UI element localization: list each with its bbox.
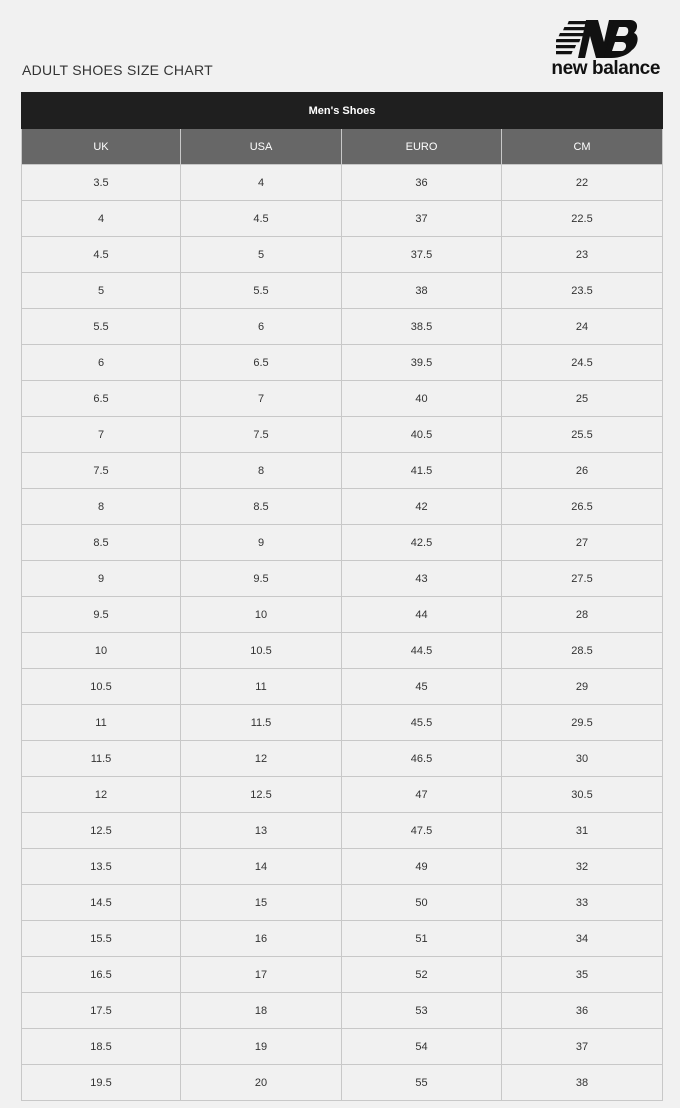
cell-euro: 55 <box>342 1065 502 1101</box>
cell-uk: 12.5 <box>22 813 181 849</box>
cell-euro: 52 <box>342 957 502 993</box>
cell-usa: 6 <box>181 309 342 345</box>
table-row <box>22 849 663 885</box>
table-body <box>22 165 663 1101</box>
cell-cm: 35 <box>502 957 663 993</box>
cell-cm: 33 <box>502 885 663 921</box>
table-row <box>22 237 663 273</box>
cell-uk: 10 <box>22 633 181 669</box>
table-row <box>22 165 663 201</box>
cell-uk: 3.5 <box>22 165 181 201</box>
table-row <box>22 921 663 957</box>
size-chart-table <box>21 92 663 1101</box>
cell-usa: 17 <box>181 957 342 993</box>
cell-euro: 41.5 <box>342 453 502 489</box>
cell-euro: 37 <box>342 201 502 237</box>
table-row <box>22 345 663 381</box>
cell-usa: 9.5 <box>181 561 342 597</box>
cell-cm: 24.5 <box>502 345 663 381</box>
cell-uk: 11.5 <box>22 741 181 777</box>
cell-cm: 27.5 <box>502 561 663 597</box>
table-row <box>22 633 663 669</box>
cell-cm: 37 <box>502 1029 663 1065</box>
cell-euro: 45.5 <box>342 705 502 741</box>
cell-usa: 10 <box>181 597 342 633</box>
cell-usa: 7.5 <box>181 417 342 453</box>
table-row <box>22 381 663 417</box>
cell-uk: 8 <box>22 489 181 525</box>
cell-usa: 5 <box>181 237 342 273</box>
column-header-uk: UK <box>22 129 181 165</box>
cell-euro: 42 <box>342 489 502 525</box>
cell-euro: 36 <box>342 165 502 201</box>
table-row <box>22 453 663 489</box>
table-row <box>22 1029 663 1065</box>
cell-uk: 10.5 <box>22 669 181 705</box>
cell-usa: 12.5 <box>181 777 342 813</box>
table-row <box>22 669 663 705</box>
cell-cm: 28 <box>502 597 663 633</box>
cell-cm: 24 <box>502 309 663 345</box>
cell-euro: 54 <box>342 1029 502 1065</box>
table-row <box>22 993 663 1029</box>
cell-uk: 7.5 <box>22 453 181 489</box>
cell-uk: 4 <box>22 201 181 237</box>
column-header-usa: USA <box>181 129 342 165</box>
table-row <box>22 309 663 345</box>
cell-euro: 38 <box>342 273 502 309</box>
cell-euro: 43 <box>342 561 502 597</box>
table-row <box>22 957 663 993</box>
cell-uk: 4.5 <box>22 237 181 273</box>
cell-euro: 42.5 <box>342 525 502 561</box>
cell-usa: 12 <box>181 741 342 777</box>
cell-uk: 9 <box>22 561 181 597</box>
cell-usa: 9 <box>181 525 342 561</box>
cell-uk: 16.5 <box>22 957 181 993</box>
cell-cm: 29.5 <box>502 705 663 741</box>
cell-cm: 25.5 <box>502 417 663 453</box>
cell-cm: 25 <box>502 381 663 417</box>
cell-usa: 4.5 <box>181 201 342 237</box>
cell-cm: 28.5 <box>502 633 663 669</box>
table-row <box>22 561 663 597</box>
column-header-cm: CM <box>502 129 663 165</box>
cell-cm: 22 <box>502 165 663 201</box>
table-row <box>22 741 663 777</box>
cell-uk: 11 <box>22 705 181 741</box>
table-row <box>22 201 663 237</box>
page-title: ADULT SHOES SIZE CHART <box>22 62 213 78</box>
table-caption: Men's Shoes <box>22 93 663 129</box>
cell-usa: 8.5 <box>181 489 342 525</box>
cell-uk: 18.5 <box>22 1029 181 1065</box>
column-header-euro: EURO <box>342 129 502 165</box>
cell-uk: 8.5 <box>22 525 181 561</box>
cell-usa: 14 <box>181 849 342 885</box>
cell-euro: 44 <box>342 597 502 633</box>
cell-uk: 17.5 <box>22 993 181 1029</box>
cell-uk: 5.5 <box>22 309 181 345</box>
cell-uk: 13.5 <box>22 849 181 885</box>
cell-cm: 30 <box>502 741 663 777</box>
cell-usa: 5.5 <box>181 273 342 309</box>
cell-euro: 40 <box>342 381 502 417</box>
cell-usa: 11.5 <box>181 705 342 741</box>
table-row <box>22 1065 663 1101</box>
cell-uk: 6.5 <box>22 381 181 417</box>
cell-cm: 22.5 <box>502 201 663 237</box>
cell-uk: 6 <box>22 345 181 381</box>
table-row <box>22 489 663 525</box>
cell-uk: 15.5 <box>22 921 181 957</box>
cell-uk: 12 <box>22 777 181 813</box>
cell-usa: 8 <box>181 453 342 489</box>
cell-usa: 4 <box>181 165 342 201</box>
cell-cm: 26.5 <box>502 489 663 525</box>
cell-euro: 45 <box>342 669 502 705</box>
table-row <box>22 885 663 921</box>
cell-euro: 47 <box>342 777 502 813</box>
cell-cm: 23 <box>502 237 663 273</box>
cell-uk: 19.5 <box>22 1065 181 1101</box>
cell-uk: 14.5 <box>22 885 181 921</box>
cell-euro: 49 <box>342 849 502 885</box>
cell-cm: 38 <box>502 1065 663 1101</box>
cell-euro: 53 <box>342 993 502 1029</box>
cell-euro: 51 <box>342 921 502 957</box>
cell-euro: 39.5 <box>342 345 502 381</box>
cell-euro: 46.5 <box>342 741 502 777</box>
cell-usa: 18 <box>181 993 342 1029</box>
cell-euro: 38.5 <box>342 309 502 345</box>
cell-cm: 27 <box>502 525 663 561</box>
cell-usa: 11 <box>181 669 342 705</box>
cell-usa: 19 <box>181 1029 342 1065</box>
table-header-row <box>22 129 663 165</box>
cell-cm: 29 <box>502 669 663 705</box>
cell-uk: 5 <box>22 273 181 309</box>
table-row <box>22 273 663 309</box>
cell-cm: 36 <box>502 993 663 1029</box>
brand-logo <box>528 18 660 82</box>
cell-cm: 32 <box>502 849 663 885</box>
cell-cm: 30.5 <box>502 777 663 813</box>
cell-usa: 15 <box>181 885 342 921</box>
cell-cm: 23.5 <box>502 273 663 309</box>
cell-cm: 34 <box>502 921 663 957</box>
cell-euro: 50 <box>342 885 502 921</box>
cell-uk: 9.5 <box>22 597 181 633</box>
cell-usa: 16 <box>181 921 342 957</box>
table-row <box>22 777 663 813</box>
brand-name: new balance <box>551 58 660 79</box>
cell-euro: 44.5 <box>342 633 502 669</box>
cell-usa: 6.5 <box>181 345 342 381</box>
cell-usa: 7 <box>181 381 342 417</box>
table-row <box>22 525 663 561</box>
cell-euro: 40.5 <box>342 417 502 453</box>
cell-usa: 10.5 <box>181 633 342 669</box>
table-row <box>22 813 663 849</box>
cell-usa: 20 <box>181 1065 342 1101</box>
cell-uk: 7 <box>22 417 181 453</box>
nb-logo-icon <box>556 18 638 60</box>
cell-euro: 37.5 <box>342 237 502 273</box>
table-row <box>22 417 663 453</box>
table-caption-row <box>22 93 663 129</box>
cell-euro: 47.5 <box>342 813 502 849</box>
cell-cm: 26 <box>502 453 663 489</box>
cell-usa: 13 <box>181 813 342 849</box>
table-row <box>22 597 663 633</box>
cell-cm: 31 <box>502 813 663 849</box>
table-row <box>22 705 663 741</box>
